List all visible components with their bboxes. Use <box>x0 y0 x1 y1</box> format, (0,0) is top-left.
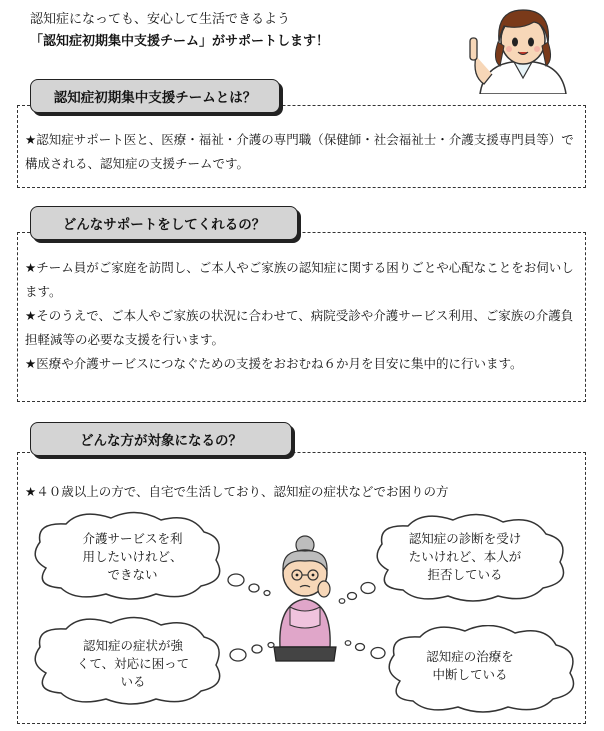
bullet-item: ★医療や介護サービスにつなぐための支援をおおむね６か月を目安に集中的に行います。 <box>25 356 523 371</box>
section-heading-support: どんなサポートをしてくれるの？ <box>30 206 298 240</box>
thought-cloud-text-3: 認知症の症状が強 くて、対応に困って いる <box>76 638 190 689</box>
thought-cloud-text-1: 介護サービスを利 用したいけれど、 できない <box>82 531 183 582</box>
elderly-woman-illustration-icon <box>270 535 340 663</box>
bullet-item: ★チーム員がご家庭を訪問し、ご本人やご家族の認知症に関する困りごとや心配なことをお伺いします。 <box>25 260 574 299</box>
bullet-item: ★そのうえで、ご本人やご家族の状況に合わせて、病院受診や介護サービス利用、ご家族の介護負担軽減等の必要な支援を行います。 <box>25 308 574 347</box>
intro-line-2: 「認知症初期集中支援チーム」がサポートします！ <box>30 34 330 49</box>
thought-cloud-text-4: 認知症の治療を 中断している <box>426 649 514 682</box>
section-heading-about: 認知症初期集中支援チームとは？ <box>30 79 280 113</box>
section-body-target <box>25 480 580 504</box>
bullet-item: ★認知症サポート医と、医療・福祉・介護の専門職（保健師・社会福祉士・介護支援専門員等）で構成される、認知症の支援チームです。 <box>25 132 574 171</box>
doctor-illustration-icon <box>462 4 572 94</box>
section-body-about <box>25 128 580 176</box>
section-heading-target: どんな方が対象になるの？ <box>30 422 292 456</box>
intro-line-1: 認知症になっても、安心して生活できるよう <box>30 12 291 27</box>
thought-cloud-text-2: 認知症の診断を受け たいけれど、本人が 拒否している <box>408 531 522 582</box>
bullet-item: ★４０歳以上の方で、自宅で生活しており、認知症の症状などでお困りの方 <box>25 484 449 499</box>
section-body-support <box>25 256 580 376</box>
